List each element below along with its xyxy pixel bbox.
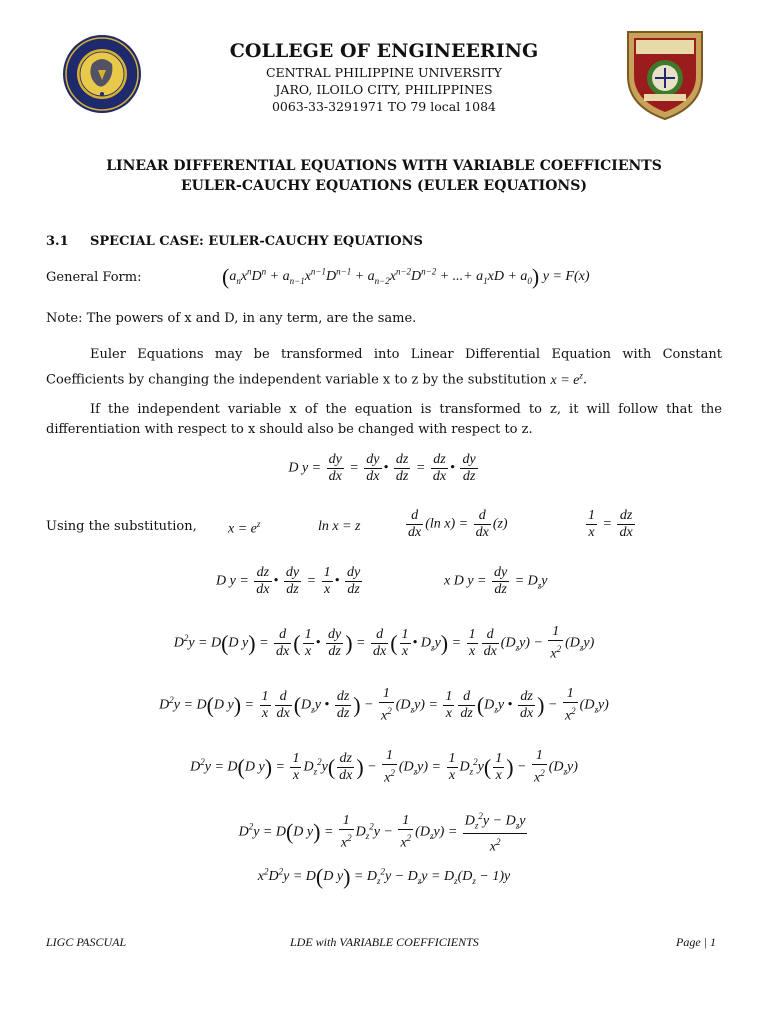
equation-x-dy: x D y = $\frac{dy}{dz}$ = $D_zy$ xyxy=(444,565,548,597)
college-name: COLLEGE OF ENGINEERING xyxy=(229,40,539,62)
substitution-inline: $x = e^z$ xyxy=(550,370,583,388)
equation-second-derivative-4: $D^2y = D(D$ y) = $\frac{1}{x^2}$ $D_z^2y$ − $\frac{1}{x^2}$ $(D_zy)$ = $\frac{D_z^2y - D_zy}{x^2}$ xyxy=(0,808,768,856)
equation-ln-x: ln x = z xyxy=(318,519,361,534)
note-text: Note: The powers of x and D, in any term, are the same. xyxy=(46,311,417,326)
paragraph-euler-transform: Euler Equations may be transformed into Linear Differential Equation with Constant Coefficients by changing the independent variable x to z by the substitution $x = e^z$. xyxy=(46,347,722,388)
document-title-line-1: LINEAR DIFFERENTIAL EQUATIONS WITH VARIABLE COEFFICIENTS xyxy=(106,158,662,174)
equation-second-derivative-1: $D^2y = D(D$ y) = $\frac{d}{dx}$ ( $\frac{1}{x}$ • $\frac{dy}{dz}$ ) = $\frac{d}{dx}$ ( $\frac{1}{x}$ • $D_zy$) = $\frac{1}{x}$ $\frac{d}{dx}$ $(D_zy)$ − $\frac{1}{x^2}$ $(D_zy)$ xyxy=(173,624,595,662)
equation-second-derivative-3: $D^2y = D(D$ y) = $\frac{1}{x}$ $D_z^2y$( $\frac{dz}{dx}$ ) − $\frac{1}{x^2}$ $(D_zy)$ = $\frac{1}{x}$ $D_z^2y$( $\frac{1}{x}$ ) − $\frac{1}{x^2}$ $(D_zy)$ xyxy=(190,748,578,786)
footer-course: LDE with VARIABLE COEFFICIENTS xyxy=(290,935,479,949)
equation-final-euler: $x^2D^2y = D(D$ $y) = D_z^2y - D_zy = D_z(D_z - 1)y$ xyxy=(257,864,511,889)
footer-author: LIGC PASCUAL xyxy=(46,935,127,949)
equation-dy-substituted: D y = $\frac{dz}{dx}$ • $\frac{dy}{dz}$ = $\frac{1}{x}$ • $\frac{dy}{dz}$ xyxy=(216,565,361,597)
section-number: 3.1 xyxy=(46,234,69,249)
equation-x-equals-e-z: $x = e^z$ xyxy=(228,519,261,537)
university-name: CENTRAL PHILIPPINE UNIVERSITY xyxy=(265,65,503,80)
equation-second-derivative-2: $D^2y = D(D$ y) = $\frac{1}{x}$ $\frac{d}{dx}$ ($D_zy$ • $\frac{dz}{dz}$ ) − $\frac{1}{x^2}$ $(D_zy)$ = $\frac{1}{x}$ $\frac{d}{dz}$ ($D_zy$ • $\frac{dz}{dx}$ ) − $\frac{1}{x^2}$ $(D_zy)$ xyxy=(159,686,609,724)
document-title-line-2: EULER-CAUCHY EQUATIONS (EULER EQUATIONS) xyxy=(181,178,587,194)
paragraph-euler-transform-text: Euler Equations may be transformed into Linear Differential Equation with Constant Coefficients by changing the independent variable x to z by the substitution xyxy=(46,347,722,388)
using-substitution-label: Using the substitution, xyxy=(46,519,197,534)
equation-chain-rule: D y = $\frac{dy}{dx}$ = $\frac{dy}{dx}$ • $\frac{dz}{dz}$ = $\frac{dz}{dx}$ • $\frac{dy}{dz}$ xyxy=(288,452,476,484)
university-address: JARO, ILOILO CITY, PHILIPPINES xyxy=(275,82,493,97)
equation-derivative-ln: $\frac{d}{dx}$ (ln x) = $\frac{d}{dx}$ (z) xyxy=(408,508,508,540)
general-form-label: General Form: xyxy=(46,270,142,285)
university-phone: 0063-33-3291971 TO 79 local 1084 xyxy=(271,99,496,114)
paragraph-differentiation: If the independent variable x of the equation is transformed to z, it will follow that the differentiation with respect to x should also be changed with respect to z. xyxy=(46,402,722,437)
equation-one-over-x: $\frac{1}{x}$ = $\frac{dz}{dx}$ xyxy=(588,508,633,540)
section-heading: SPECIAL CASE: EULER-CAUCHY EQUATIONS xyxy=(90,234,423,249)
general-form-equation: ($a_nx^nD^n + a_{n-1}x^{n-1}D^{n-1} + a_{n-2}x^{n-2}D^{n-2}$ + ...+ $a_1xD + a_0$) y = F(x) xyxy=(222,264,590,289)
footer-page-number: Page | 1 xyxy=(676,935,716,949)
